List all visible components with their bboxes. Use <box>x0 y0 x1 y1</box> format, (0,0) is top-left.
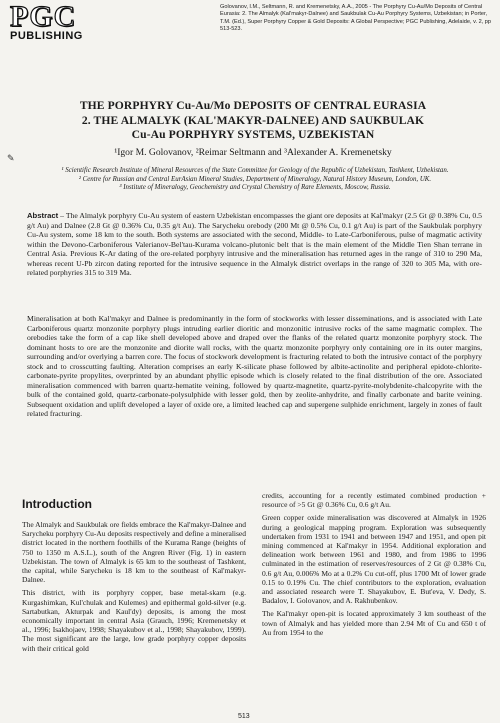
publisher-logo <box>10 0 102 43</box>
title-line-2: 2. THE ALMALYK (KAL'MAKYR-DALNEE) AND SAUKBULAK <box>81 113 425 127</box>
abstract-label: Abstract <box>27 211 59 220</box>
abstract-text: – The Almalyk porphyry Cu-Au system of eastern Uzbekistan encompasses the giant ore deposits at Kal'makyr (2.5 Gt @ 0.38% Cu, 0.5 g/t Au) and Dalnee (2.8 Gt @ 0.36% Cu, 0.35 g/t Au). The Sarycheku orebody (200 Mt @ 0.5% Cu, 0.1 g/t Au) is part of the Saukbulak porphyry Cu-Au system, some 18 km to the south. Both systems are associated with the second, Middle- to Late-Carboniferous, pulse of magmatic activity within the Devono-Carboniferous Valerianov-Bel'tau-Kurama volcano-plutonic belt that is the main element of the Middle Tien Shan terrane in Central Asia. Previous K-Ar dating of the ore-related porphyry intrusive and the mineralisation has returned ages in the range of 310 to 290 Ma, whereas recent U-Pb zircon dating reported for the intrusive sequence in the Almalyk district overlaps in the range of 320 to 305 Ma, with ore-related porphyries 315 to 319 Ma. <box>27 211 482 277</box>
affiliations <box>18 167 492 193</box>
left-column <box>22 497 246 657</box>
paragraph: Green copper oxide mineralisation was discovered at Almalyk in 1926 during a geological mapping program. Exploration was subsequently undertaken from 1931 to 1941 and between 1947 and 1951, and open pit mining commenced at Kal'makyr in 1954. Additional exploration and delineation work between 1961 and 1980, and from 1986 to 1996 culminated in the estimation of reserves/resources of 2 Gt @ 0.38% Cu, 0.6 g/t Au, 0.006% Mo at a 0.2% Cu cut-off, plus 1700 Mt of lower grade 0.15 to 0.19% Cu. The chief contributors to the exploration, evaluation and associated research were T. Shayakubov, E. But'eva, V. Dedy, S. Badalov, I. Golovanov, and A. Rakhubenkov. <box>262 513 486 606</box>
paragraph: credits, accounting for a recently estimated combined production + resource of >5 Gt @ 0.36% Cu, 0.6 g/t Au. <box>262 491 486 510</box>
affiliation-1: ¹ Scientific Research Institute of Mineral Resources of the State Committee for Geology of the Republic of Uzbekistan, Tashkent, Uzbekistan. <box>61 167 449 174</box>
abstract <box>27 211 482 278</box>
paragraph: The Almalyk and Saukbulak ore fields embrace the Kal'makyr-Dalnee and Sarycheku porphyry Cu-Au deposits respectively and define a mineralised district located in the northern foothills of the Kurama Range (heights of 750 to 1350 m A.S.L.), south of the Angren River (Fig. 1) in eastern Uzbekistan. The town of Almalyk is 65 km to the southeast of Tashkent, the capital, while Sarycheku is 18 km to the southeast of Kal'makyr-Dalnee. <box>22 520 246 585</box>
abstract-body: Mineralisation at both Kal'makyr and Dalnee is predominantly in the form of stockworks with lesser disseminations, and is associated with Late Carboniferous quartz monzonite porphyry plugs intruding earlier dioritic and monzonitic intrusive rocks of the same magmatic complex. The orebodies take the form of a cap like shell developed above and draped over the flanks of the related quartz monzonite porphyry stock. The dominant hosts to ore are the monzonite and diorite wall rocks, with the quartz monzonite porphyry only containing ore in its outer margins, surrounding and/or overlying a barren core. The focus of stockwork development is fracturing related to both the intrusive contact of the porphyry stock and to crosscutting faulting. Alteration comprises an early K-silicate phase followed by albite-actinolite and peripheral epidote-chlorite-carbonate-pyrite propylites, overprinted by an abundant phyllic episode which is closely related to the final distribution of the ore. Associated mineralisation commenced with barren quartz-hematite veining, followed by quartz-magnetite, quartz-pyrite-molybdenite-chalcopyrite with the bulk of the contained gold, quartz-carbonate-polysulphide with lesser gold, then by zeolite-anhydrite, and finally carbonate and barite veining. Subsequent oxidation and uplift developed a layer of oxide ore, a limited leached cap and supergene sulphide enrichment, largely in zones of fault related fracturing. <box>27 314 482 418</box>
affiliation-2: ² Centre for Russian and Central EurAsian Mineral Studies, Department of Mineralogy, Natural History Museum, London, UK. <box>78 175 432 183</box>
paragraph: This district, with its porphyry copper, base metal-skarn (e.g. Kurgashimkan, Kul'chulak and Kulemes) and epithermal gold-silver (e.g. Sartabutkan, Akturpak and Kaul'dy) deposits, is among the most economically important in central Asia (Grauch, 1996; Kremenetsky et al., 1996; Isakhojaev, 1998; Shayakubov et al., 1998; Shayakubov, 1999). The most significant are the large, low grade porphyry copper deposits with their critical gold <box>22 588 246 653</box>
paragraph: The Kal'makyr open-pit is located approximately 3 km southeast of the town of Almalyk and has yielded more than 2.94 Mt of Cu and 650 t of Au from 1954 to the <box>262 609 486 637</box>
title-line-3: Cu-Au PORPHYRY SYSTEMS, UZBEKISTAN <box>131 128 375 142</box>
logo-subtitle: PUBLISHING <box>10 30 83 42</box>
page-number: 513 <box>238 713 250 720</box>
author-list: ¹Igor M. Golovanov, ²Reimar Seltmann and ³Alexander A. Kremenetsky <box>114 147 392 158</box>
affiliation-3: ³ Institute of Mineralogy, Geochemistry and Crystal Chemistry of Rare Elements, Moscow, Russia. <box>119 184 391 192</box>
citation-block: Golovanov, I.M., Seltmann, R. and Kremenetsky, A.A., 2005 - The Porphyry Cu-Au/Mo Deposits of Central Eurasia: 2. The Almalyk (Kal'makyr-Dalnee) and Saukbulak Cu-Au Porphyry Systems, Uzbekistan; in Porter, T.M. (Ed.), Super Porphyry Copper & Gold Deposits: A Global Perspective; PGC Publishing, Adelaide, v. 2, pp 513-523. <box>220 4 492 33</box>
title-line-1: THE PORPHYRY Cu-Au/Mo DEPOSITS OF CENTRAL EURASIA <box>79 99 427 112</box>
logo-mark: PGC <box>10 0 77 33</box>
right-column <box>262 491 486 641</box>
section-heading-introduction: Introduction <box>22 497 92 511</box>
pen-mark-icon: ✎ <box>7 153 15 163</box>
paper-title <box>20 99 486 143</box>
